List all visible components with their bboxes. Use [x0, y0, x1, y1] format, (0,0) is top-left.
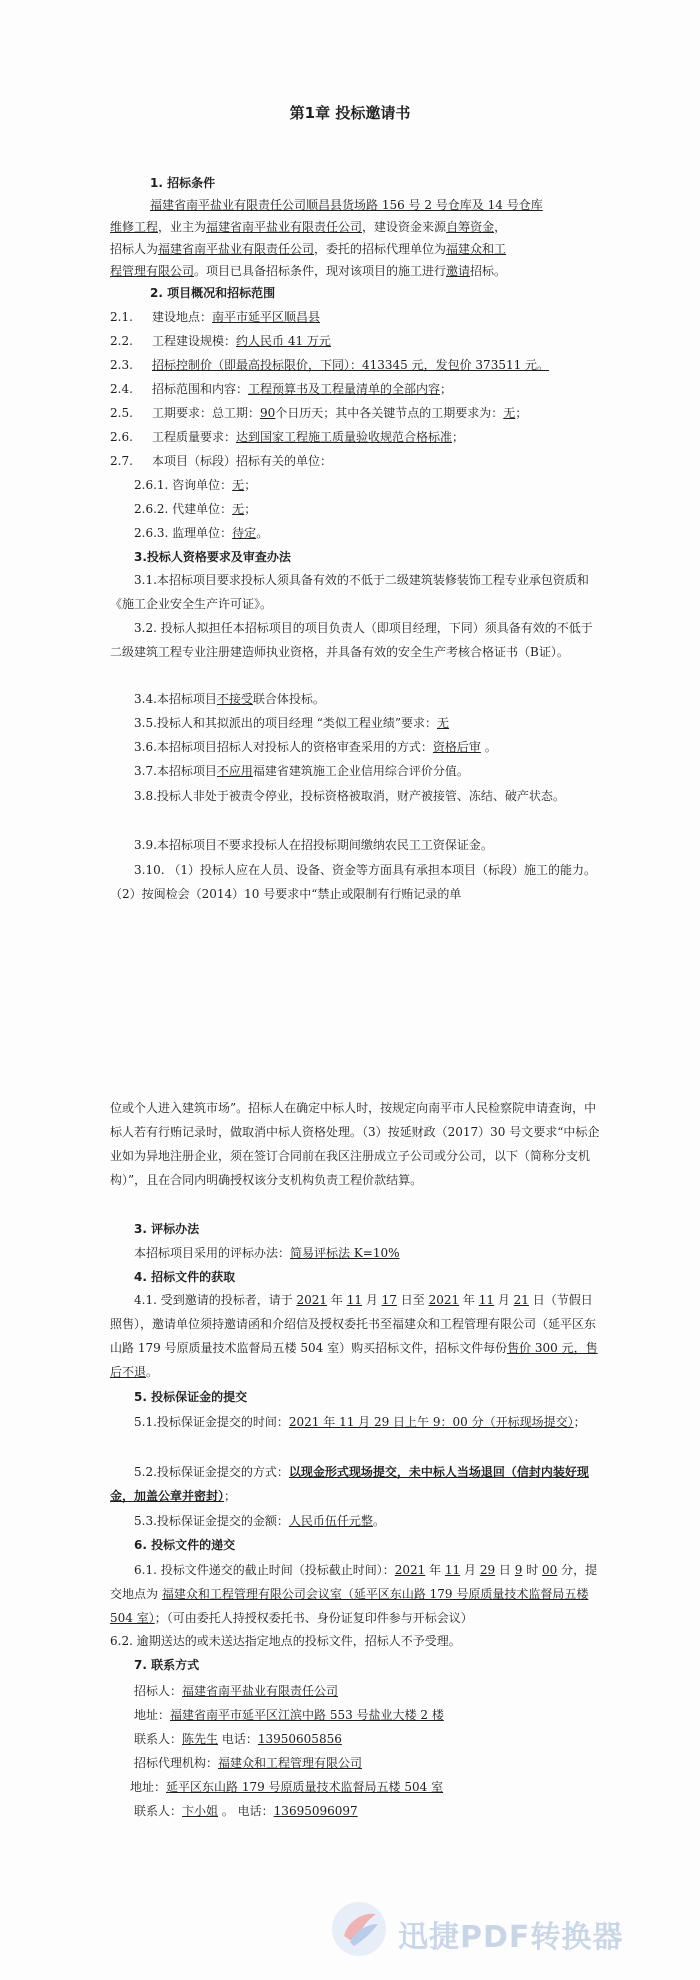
- deadline-part: 2021: [394, 1563, 426, 1577]
- submission-place: 福建众和工程管理有限公司会议室（延平区东山路 179 号原质量技术监督局五楼 504 室）: [110, 1587, 589, 1625]
- item-number: 2.1.: [110, 310, 133, 324]
- evaluation-method: [134, 1242, 400, 1264]
- consortium-policy: 不接受: [216, 692, 253, 706]
- text: 工程建设规模：: [151, 334, 236, 348]
- text: 时: [522, 1563, 543, 1577]
- bid-conditions-line-3: [110, 238, 506, 260]
- text: 2.6.1. 咨询单位：: [134, 478, 233, 492]
- text: 4.1. 受到邀请的投标者，请于: [134, 1293, 297, 1307]
- deadline-part: 29: [479, 1563, 496, 1577]
- section-heading-project-overview: 2. 项目概况和招标范围: [150, 286, 276, 300]
- bond-method: 以现金形式现场提交，未中标人当场退回（信封内装好现金，加盖公章并密封）: [110, 1465, 589, 1503]
- text: ，委托的招标代理单位为: [314, 242, 447, 256]
- contact-phone: 13950605856: [257, 1732, 342, 1746]
- date-part: 21: [513, 1293, 529, 1307]
- text: 。: [372, 1514, 385, 1528]
- text: 年: [459, 1293, 479, 1307]
- text: 2.6.2. 代建单位：: [134, 502, 233, 516]
- text: 。: [480, 740, 497, 754]
- agent-address: 延平区东山路 179 号原质量技术监督局五楼 504 室: [166, 1780, 444, 1794]
- text: 6.1. 投标文件递交的截止时间（投标截止时间）：: [134, 1563, 395, 1577]
- text: ；: [440, 382, 453, 396]
- bid-conditions-line-1: [150, 194, 543, 216]
- project-scale: 约人民币 41 万元: [236, 334, 331, 348]
- text: 3.4.本招标项目: [134, 692, 217, 706]
- qualification-3-2: 3.2. 投标人拟担任本招标项目的项目负责人（即项目经理，下同）须具备有效的不低于二级建筑工程专业注册建造师执业资格，并具备有效的安全生产考核合格证书（B证）。: [110, 621, 593, 659]
- bid-conditions-line-4: [110, 260, 506, 282]
- tenderer-address: 福建省南平市延平区江滨中路 553 号盐业大楼 2 楼: [170, 1708, 444, 1722]
- text: 联合体投标。: [252, 692, 325, 706]
- text: 5.2.投标保证金提交的方式：: [134, 1465, 289, 1479]
- contact-person: 陈先生: [182, 1732, 219, 1746]
- contact-agent-person: [134, 1800, 358, 1822]
- text: 电话：: [218, 1732, 258, 1746]
- date-part: 11: [346, 1293, 362, 1307]
- contact-tenderer: [134, 1680, 338, 1702]
- tenderer-name: 福建省南平盐业有限责任公司: [182, 1684, 339, 1698]
- text: ；: [515, 406, 528, 420]
- item-number: 2.4.: [110, 382, 133, 396]
- text: ，业主为: [158, 220, 207, 234]
- text: 2.6.3. 监理单位：: [134, 526, 233, 540]
- text: 个日历天；其中各关键节点的工期要求为：: [275, 406, 504, 420]
- overview-row-agent: [134, 498, 256, 520]
- text: ，: [494, 220, 507, 234]
- deadline-part: 11: [444, 1563, 461, 1577]
- text: 工程质量要求：: [151, 430, 236, 444]
- text: ，建设资金来源: [362, 220, 447, 234]
- text: 。项目已具备招标条件，现对该项目的施工进行: [194, 264, 447, 278]
- bid-type: 邀请: [446, 264, 471, 278]
- contact-tenderer-address: [134, 1704, 444, 1726]
- chapter-title: 第1章 投标邀请书: [289, 104, 411, 122]
- overview-row-supervision: [134, 522, 268, 544]
- item-number: 2.2.: [110, 334, 133, 348]
- date-part: 17: [381, 1293, 397, 1307]
- text: 月: [460, 1563, 480, 1577]
- date-part: 11: [478, 1293, 495, 1307]
- milestone-req: 无: [503, 406, 516, 420]
- text: 3.7.本招标项目: [134, 764, 217, 778]
- bid-scope: 工程预算书及工程量清单的全部内容: [248, 382, 441, 396]
- project-name-cont: 维修工程: [110, 220, 159, 234]
- consult-unit: 无: [232, 478, 245, 492]
- bid-conditions-line-2: [110, 216, 506, 238]
- contact-phone: 13695096097: [273, 1804, 358, 1818]
- text: 建设地点：: [151, 310, 212, 324]
- text: 福建省建筑施工企业信用综合评价分值。: [252, 764, 469, 778]
- duration-days: 90: [260, 406, 276, 420]
- text: 月: [494, 1293, 514, 1307]
- text: ；: [224, 1489, 237, 1503]
- supervision-unit: 待定: [232, 526, 257, 540]
- text: 招标人为: [110, 242, 159, 256]
- submission-6-1: [110, 1558, 600, 1630]
- contact-tenderer-person: [134, 1728, 342, 1750]
- qualification-3-10: 3.10. （1）投标人应在人员、设备、资金等方面具有承担本项目（标段）施工的能力。（2）按闽检会（2014）10 号要求中“禁止或限制有行贿记录的单: [110, 863, 596, 901]
- overview-row-2-4: [110, 378, 452, 400]
- review-method: 资格后审: [432, 740, 481, 754]
- bid-bond-5-3: [134, 1510, 385, 1532]
- contact-agent: [134, 1752, 362, 1774]
- control-price: 招标控制价（即最高投标限价，下同）：413345 元，发包价 373511 元。: [151, 358, 550, 372]
- section-heading-bid-conditions: 1. 招标条件: [150, 176, 216, 190]
- agent-name: 福建众和工程管理有限公司: [218, 1756, 363, 1770]
- section-heading-qualification: 3.投标人资格要求及审查办法: [134, 550, 291, 564]
- doc-price: 售价 300 元，售后不退: [110, 1341, 598, 1379]
- evaluation-value: 简易评标法 K=10%: [290, 1246, 400, 1260]
- overview-row-consult: [134, 474, 256, 496]
- text: 月: [362, 1293, 382, 1307]
- section-heading-bid-bond: 5. 投标保证金的提交: [134, 1390, 248, 1404]
- item-number: 2.6.: [110, 430, 133, 444]
- overview-row-2-7: [110, 450, 332, 472]
- contact-agent-address: [130, 1776, 443, 1798]
- similar-performance: 无: [437, 716, 450, 730]
- quality-req: 达到国家工程施工质量验收规范合格标准: [236, 430, 453, 444]
- text: 日: [495, 1563, 515, 1577]
- text: 招标范围和内容：: [151, 382, 248, 396]
- deadline-part: 9: [514, 1563, 523, 1577]
- text: 5.3.投标保证金提交的金额：: [134, 1514, 289, 1528]
- section-heading-contacts: 7. 联系方式: [134, 1658, 200, 1672]
- text: 联系人：: [134, 1732, 183, 1746]
- submission-6-2: 6.2. 逾期送达的或未送达指定地点的投标文件，招标人不予受理。: [110, 1634, 461, 1648]
- deadline-part: 00: [542, 1563, 558, 1577]
- text: 5.1.投标保证金提交的时间：: [134, 1415, 289, 1429]
- credit-score-policy: 不应用: [216, 764, 253, 778]
- overview-row-2-3: [110, 354, 549, 376]
- text: 本招标项目采用的评标办法：: [134, 1246, 291, 1260]
- qualification-3-6: [134, 736, 497, 758]
- tenderer-name: 福建省南平盐业有限责任公司: [158, 242, 315, 256]
- contact-person: 卞小姐: [182, 1804, 219, 1818]
- text: 年: [425, 1563, 445, 1577]
- pdf-converter-logo-icon: [330, 1900, 388, 1958]
- text: 联系人：: [134, 1804, 183, 1818]
- qualification-3-1: 3.1.本招标项目要求投标人须具备有效的不低于二级建筑装修装饰工程专业承包资质和《施工企业安全生产许可证》。: [110, 573, 589, 611]
- qualification-3-8: 3.8.投标人非处于被责令停业，投标资格被取消，财产被接管、冻结、破产状态。: [134, 789, 565, 803]
- text: ；: [244, 478, 257, 492]
- overview-row-2-5: [110, 402, 527, 424]
- text: 日至: [396, 1293, 429, 1307]
- item-number: 2.7.: [110, 454, 133, 468]
- section-heading-obtain-docs: 4. 招标文件的获取: [134, 1270, 236, 1284]
- text: 本项目（标段）招标有关的单位：: [151, 454, 332, 468]
- overview-row-2-1: [110, 306, 320, 328]
- text: 。: [256, 526, 269, 540]
- bond-time: 2021 年 11 月 29 日上午 9：00 分（开标现场提交）: [288, 1415, 574, 1429]
- text: 招标。: [470, 264, 507, 278]
- text: 工期要求：总工期：: [151, 406, 260, 420]
- text: 地址：: [130, 1780, 167, 1794]
- qualification-3-9: 3.9.本招标项目不要求投标人在招投标期间缴纳农民工工资保证金。: [134, 838, 493, 852]
- section-heading-submission: 6. 投标文件的递交: [134, 1538, 236, 1552]
- overview-row-2-6: [110, 426, 464, 448]
- text: 分，提交地点为: [110, 1563, 598, 1601]
- watermark-text: 迅捷PDF转换器: [398, 1920, 624, 1955]
- watermark-logo: [330, 1890, 700, 1970]
- text: 日（节假日照售），邀请单位须持邀请函和介绍信及授权委托书至福建众和工程管理有限公司（延平区东山路 179 号原质量技术监督局五楼 504 室）购买招标文件，招标文件每份: [110, 1293, 597, 1355]
- text: 3.6.本招标项目招标人对投标人的资格审查采用的方式：: [134, 740, 433, 754]
- site-location: 南平市延平区顺昌县: [212, 310, 321, 324]
- item-number: 2.5.: [110, 406, 133, 420]
- bond-amount: 人民币伍仟元整: [288, 1514, 373, 1528]
- agent-name: 福建众和工: [446, 242, 507, 256]
- bid-bond-5-1: [110, 1410, 600, 1434]
- text: 3.5.投标人和其拟派出的项目经理 “类似工程业绩”要求：: [134, 716, 437, 730]
- overview-row-2-2: [110, 330, 331, 352]
- qualification-3-10-cont: 位或个人进入建筑市场”。招标人在确定中标人时，按规定向南平市人民检察院申请查询，中标人若有行贿记录时，做取消中标人资格处理。（3）按延财政（2017）30 号文要求“中标企业如为异地注册企业，须在签订合同前在我区注册成立子公司或分公司，以下（简称分支机构）”，且在合同内明确授权该分支机构负责工程价款结算。: [110, 1101, 600, 1187]
- text: ；: [244, 502, 257, 516]
- qualification-3-4: [134, 688, 325, 710]
- text: ；: [573, 1415, 586, 1429]
- text: ；（可由委托人持授权委托书、身份证复印件参与开标会议）: [154, 1611, 473, 1625]
- text: 。 电话：: [218, 1804, 274, 1818]
- item-number: 2.3.: [110, 358, 133, 372]
- text: 地址：: [134, 1708, 171, 1722]
- date-part: 2021: [428, 1293, 460, 1307]
- qualification-3-5: [134, 712, 449, 734]
- section-heading-evaluation: 3. 评标办法: [134, 1222, 200, 1236]
- obtain-docs-4-1: [110, 1288, 600, 1384]
- text: ；: [452, 430, 465, 444]
- text: 招标人：: [134, 1684, 183, 1698]
- text: 年: [327, 1293, 347, 1307]
- agent-name-cont: 程管理有限公司: [110, 264, 195, 278]
- project-name: 福建省南平盐业有限责任公司顺昌县货场路 156 号 2 号仓库及 14 号仓库: [150, 198, 543, 212]
- agent-unit: 无: [232, 502, 245, 516]
- qualification-3-7: [134, 760, 469, 782]
- bid-bond-5-2: [110, 1460, 600, 1508]
- date-part: 2021: [296, 1293, 328, 1307]
- text: 。: [146, 1365, 159, 1379]
- fund-source: 自筹资金: [446, 220, 495, 234]
- text: 招标代理机构：: [134, 1756, 219, 1770]
- owner-name: 福建省南平盐业有限责任公司: [206, 220, 363, 234]
